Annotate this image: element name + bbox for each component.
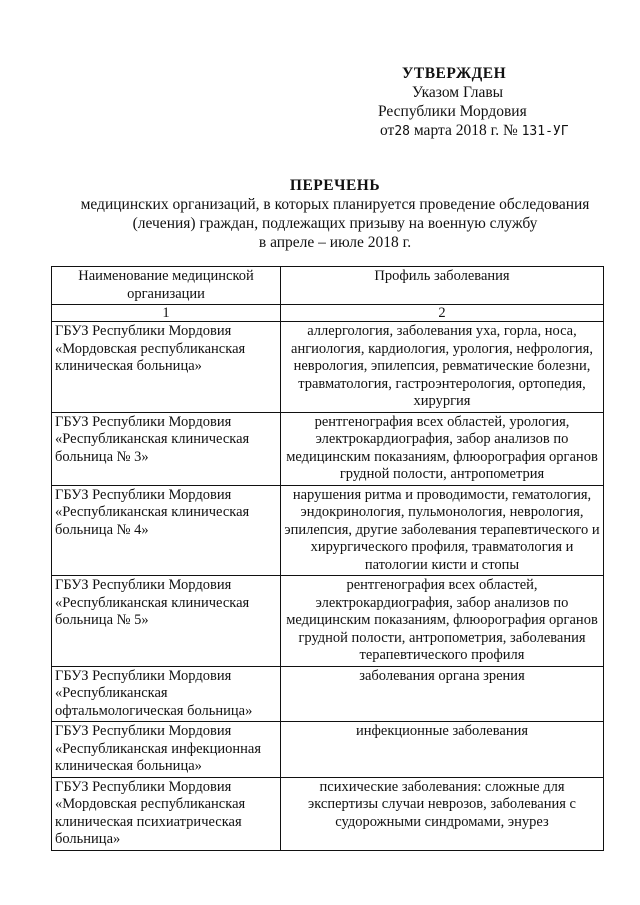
organizations-table — [51, 266, 604, 851]
table-header-row — [52, 267, 604, 305]
approval-line-republic: Республики Мордовия — [378, 103, 527, 120]
table-row — [52, 485, 604, 576]
organization-cell: ГБУЗ Республики Мордовия «Мордовская республиканская клиническая психиатрическая больница» — [52, 777, 281, 850]
column-number-2: 2 — [281, 305, 604, 322]
organization-cell: ГБУЗ Республики Мордовия «Республиканская клиническая больница № 4» — [52, 485, 281, 576]
document-heading — [40, 176, 630, 252]
organization-cell: ГБУЗ Республики Мордовия «Республиканская клиническая больница № 3» — [52, 412, 281, 485]
heading-line-2: (лечения) граждан, подлежащих призыву на военную службу — [132, 215, 538, 232]
date-prefix: от — [380, 122, 395, 139]
column-number-1: 1 — [52, 305, 281, 322]
table-row — [52, 777, 604, 850]
column-numbers-row — [52, 305, 604, 322]
date-rest: марта 2018 г. № — [409, 122, 522, 139]
table-row — [52, 722, 604, 778]
organization-cell: ГБУЗ Республики Мордовия «Республиканская инфекционная клиническая больница» — [52, 722, 281, 778]
column-header-organization: Наименование медицинской организации — [52, 267, 281, 305]
heading-line-1: медицинских организаций, в которых планируется проведение обследования — [80, 196, 590, 213]
organization-cell: ГБУЗ Республики Мордовия «Республиканская клиническая больница № 5» — [52, 576, 281, 667]
table-row — [52, 666, 604, 722]
approval-line-decree: Указом Главы — [412, 84, 504, 101]
organization-cell: ГБУЗ Республики Мордовия «Мордовская республиканская клиническая больница» — [52, 322, 281, 413]
approval-title: УТВЕРЖДЕН — [402, 65, 507, 82]
table-row — [52, 412, 604, 485]
profile-cell: нарушения ритма и проводимости, гематология, эндокринология, пульмонология, неврология, эпилепсия, другие заболевания терапевтического и хирургического профиля, травматология и патологии кисти и стопы — [281, 485, 604, 576]
profile-cell: психические заболевания: сложные для экспертизы случаи неврозов, заболевания с судорожными синдромами, энурез — [281, 777, 604, 850]
profile-cell: рентгенография всех областей, урология, электрокардиография, забор анализов по медицинским показаниям, флюорография органов грудной полости, антропометрия — [281, 412, 604, 485]
organization-cell: ГБУЗ Республики Мордовия «Республиканская офтальмологическая больница» — [52, 666, 281, 722]
table-row — [52, 576, 604, 667]
heading-line-3: в апреле – июле 2018 г. — [258, 234, 412, 251]
profile-cell: заболевания органа зрения — [281, 666, 604, 722]
profile-cell: аллергология, заболевания уха, горла, носа, ангиология, кардиология, урология, нефрология, неврология, эпилепсия, ревматические болезни, травматология, гастроэнтерология, ортопедия, хирургия — [281, 322, 604, 413]
profile-cell: инфекционные заболевания — [281, 722, 604, 778]
document-title: ПЕРЕЧЕНЬ — [289, 177, 381, 194]
approval-block — [372, 64, 612, 141]
handwritten-number: 131-УГ — [521, 124, 569, 139]
table-row — [52, 322, 604, 413]
column-header-profile: Профиль заболевания — [281, 267, 604, 305]
profile-cell: рентгенография всех областей, электрокардиография, забор анализов по медицинским показаниям, флюорография органов грудной полости, антропометрия, заболевания терапевтического профиля — [281, 576, 604, 667]
approval-date-line — [372, 121, 612, 141]
handwritten-day: 28 — [394, 124, 410, 139]
